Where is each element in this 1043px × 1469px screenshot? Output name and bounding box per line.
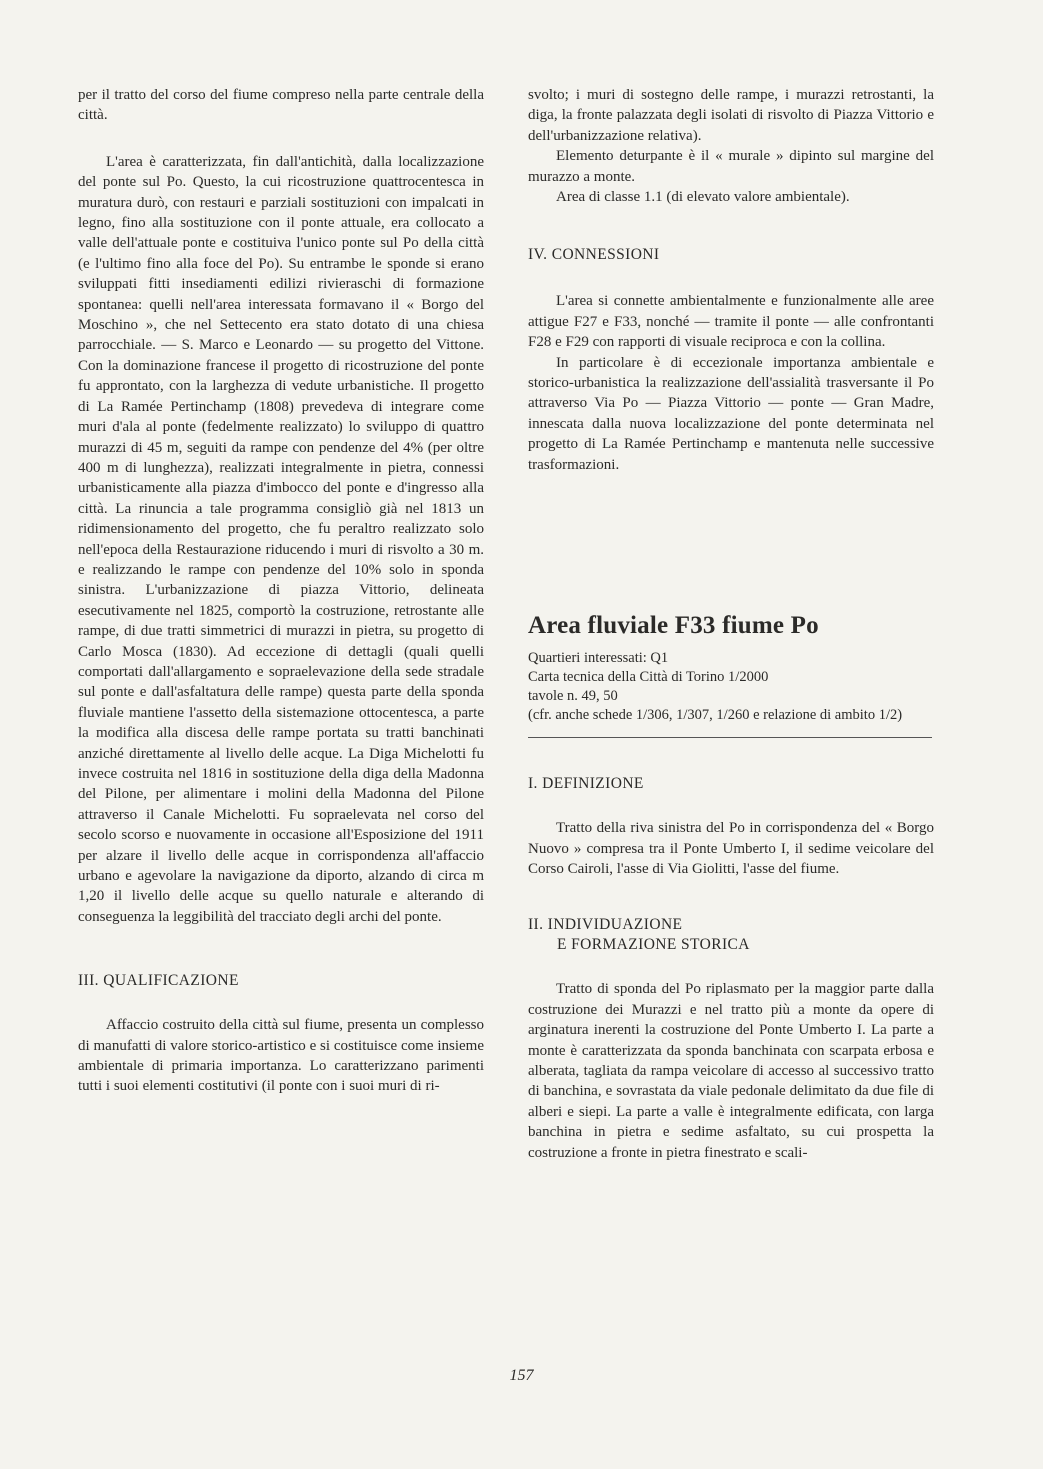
meta-line: (cfr. anche schede 1/306, 1/307, 1/260 e relazione di ambito 1/2)	[528, 707, 903, 724]
paragraph: L'area è caratterizzata, fin dall'antichità, dalla localizzazione del ponte sul Po. Questo, la cui ricostruzione quattrocentesca in muratura durò, con restauri e parziali sostituzioni con impalcati in legno, fino alla sostituzione con il ponte attuale, era collocato a valle dell'attuale ponte e costituiva l'unico ponte sul Po della città (e l'ultimo fino alla foce del Po). Su entrambe le sponde si erano sviluppati fitti insediamenti edilizi rivieraschi di formazione spontanea: quelli nell'area interessata formavano il « Borgo del Moschino », che nel Settecento era stato dotato di una chiesa parrocchiale. — S. Marco e Leonardo — su progetto del Vittone. Con la dominazione francese il progetto di ricostruzione del ponte fu approntato, con la larghezza di vedute urbanistiche. Il progetto di La Ramée Pertinchamp (1808) prevedeva di integrare come muri d'ala al ponte (fedelmente realizzato) lo sviluppo di quattro murazzi di 45 m, seguiti da rampe con pendenze del 4% (per oltre 400 m di lunghezza), realizzati integralmente in pietra, connessi urbanisticamente alla piazza d'imbocco del ponte e d'ingresso alla città. La rinuncia a tale programma consigliò già nel 1813 un ridimensionamento del progetto, che fu peraltro realizzato solo nell'epoca della Restaurazione riducendo i muri di risvolto a 30 m. e realizzando le rampe con pendenze del 10% solo in sponda sinistra. L'urbanizzazione di piazza Vittorio, delineata esecutivamente nel 1825, comportò la costruzione, retrostante alle rampe, di due tratti simmetrici di murazzi in pietra, su progetto di Carlo Mosca (1830). Ad eccezione di dettagli (quali quelli comportati dall'allargamento e sopraelevazione della sede stradale sul ponte e dall'asfaltatura delle rampe) questa parte della sponda fluviale mantiene l'assetto della sistemazione ottocentesca, a parte la modifica alla discesa delle rampe portata su tratti banchinati anziché direttamente al livello delle acque. La Diga Michelotti fu invece costruita nel 1816 in sostituzione della diga della Madonna del Pilone, per alimentare i molini della Madonna del Pilone attraverso il Canale Michelotti. Fu sopraelevata nel corso del secolo scorso e nuovamente in occasione all'Esposizione del 1911 per alzare il livello delle acque in corrispondenza all'affaccio urbano e agevolare la navigazione da diporto, alzando di circa m 1,20 il livello delle acque su quello naturale e alterando di conseguenza la leggibilità del tracciato degli archi del ponte.	[78, 153, 484, 925]
section-heading: III. QUALIFICAZIONE	[78, 972, 239, 990]
paragraph: per il tratto del corso del fiume compreso nella parte centrale della città.	[78, 87, 484, 124]
section-heading: E FORMAZIONE STORICA	[557, 936, 750, 954]
paragraph: In particolare è di eccezionale importanza ambientale e storico-urbanistica la realizzazione dell'assialità trasversante il Po attraverso Via Po — Piazza Vittorio — ponte — Gran Madre, innescata dalla nuova localizzazione del ponte determinata nel progetto di La Ramée Pertinchamp e mantenuta nelle successive trasformazioni.	[528, 354, 934, 473]
paragraph: svolto; i muri di sostegno delle rampe, i murazzi retrostanti, la diga, la fronte palazzata degli isolati di risvolto di Piazza Vittorio e dell'urbanizzazione relativa).	[528, 87, 934, 144]
page-number: 157	[509, 1367, 534, 1384]
right-column	[528, 85, 934, 1163]
paragraph: Affaccio costruito della città sul fiume, presenta un complesso di manufatti di valore storico-artistico e si costituisce come insieme ambientale di primaria importanza. Lo caratterizzano parimenti tutti i suoi elementi costitutivi (il ponte con i suoi muri di ri-	[78, 1017, 484, 1095]
paragraph: Elemento deturpante è il « murale » dipinto sul margine del murazzo a monte.	[528, 148, 934, 185]
section-heading: I. DEFINIZIONE	[528, 775, 644, 793]
section-heading: IV. CONNESSIONI	[528, 246, 660, 264]
left-column	[78, 85, 484, 1097]
paragraph: Tratto della riva sinistra del Po in corrispondenza del « Borgo Nuovo » compresa tra il Ponte Umberto I, il sedime veicolare del Corso Cairoli, l'asse di Via Giolitti, l'asse del fiume.	[528, 820, 934, 877]
meta-line: tavole n. 49, 50	[528, 688, 618, 705]
section-heading: II. INDIVIDUAZIONE	[528, 916, 683, 934]
meta-line: Carta tecnica della Città di Torino 1/2000	[528, 669, 769, 686]
paragraph: L'area si connette ambientalmente e funzionalmente alle aree attigue F27 e F33, nonché — tramite il ponte — alle confrontanti F28 e F29 con rapporti di visuale reciproca e con la collina.	[528, 293, 934, 351]
meta-line: Quartieri interessati: Q1	[528, 650, 669, 667]
paragraph: Area di classe 1.1 (di elevato valore ambientale).	[556, 189, 850, 206]
paragraph: Tratto di sponda del Po riplasmato per la maggior parte dalla costruzione dei Murazzi e nel tratto più a monte da opere di arginatura inerenti la costruzione del Ponte Umberto I. La parte a monte è caratterizzata da sponda banchinata con scarpata erbosa e alberata, tagliata da rampa veicolare di accesso al successivo tratto di banchina, e sovrastata da viale pedonale delimitato da due file di alberi e siepi. La parte a valle è integralmente edificata, con larga banchina in pietra e sedime asfaltato, su cui prospetta la costruzione a fronte in pietra finestrato e scali-	[528, 981, 934, 1161]
page-title: Area fluviale F33 fiume Po	[528, 612, 819, 640]
